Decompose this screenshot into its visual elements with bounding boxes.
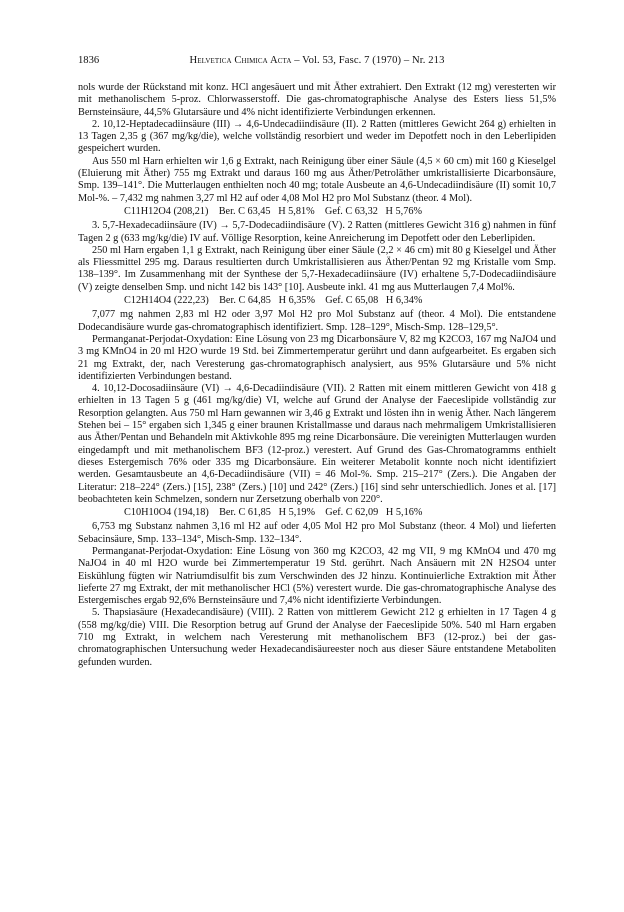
article-body (78, 82, 556, 669)
paragraph: 3. 5,7-Hexadecadiinsäure (IV) → 5,7-Dodecadiindisäure (V). 2 Ratten (mittleres Gewicht 316 g) nahmen in fünf Tagen 2 g (633 mg/kg/die) IV auf. Völlige Resorption, keine Anreicherung im Depotfett oder den Leberlipiden. (78, 220, 556, 244)
journal-issue: – Vol. 53, Fasc. 7 (1970) – Nr. 213 (291, 55, 445, 66)
journal-name: Helvetica Chimica Acta (189, 55, 292, 66)
paragraph: 2. 10,12-Heptadecadiinsäure (III) → 4,6-Undecadiindisäure (II). 2 Ratten (mittleres Gewicht 264 g) erhielten in 13 Tagen 2,35 g (367 mg/kg/die), welche vollständig resorbiert und weder im Depotfett noch in den Leberlipiden gespeichert wurden. (78, 118, 556, 155)
journal-reference (78, 55, 556, 66)
elemental-analysis-formula: C10H10O4 (194,18) Ber. C 61,85 H 5,19% Gef. C 62,09 H 5,16% (124, 507, 423, 519)
elemental-analysis-formula: C12H14O4 (222,23) Ber. C 64,85 H 6,35% Gef. C 65,08 H 6,34% (124, 295, 423, 307)
page-number: 1836 (78, 55, 100, 66)
paragraph: nols wurde der Rückstand mit konz. HCl angesäuert und mit Äther extrahiert. Den Extrakt (12 mg) veresterten wir mit methanolischem 5-proz. Chlorwasserstoff. Die gas-chromatographische Analyse des Esters liess 51,5% Bernsteinsäure, 44,5% Glutarsäure und 4% nicht identifizierte Verbindungen erkennen. (78, 82, 556, 118)
paragraph: Permanganat-Perjodat-Oxydation: Eine Lösung von 23 mg Dicarbonsäure V, 82 mg K2CO3, 167 mg NaJO4 und 3 mg KMnO4 in 20 ml H2O wurde 19 Std. bei Zimmertemperatur gerührt und dann aufgearbeitet. Es ergaben sich 21 mg Extrakt, der, nach Veresterung gas-chromatographisch analysiert, aus 95% Glutarsäure und 5% nicht identifizierten Verbindungen bestand. (78, 333, 556, 382)
paragraph: 7,077 mg nahmen 2,83 ml H2 oder 3,97 Mol H2 pro Mol Substanz auf (theor. 4 Mol). Die entstandene Dodecandisäure wurde gas-chromatographisch identifiziert. Smp. 128–129°, Misch-Smp. 128–129,5°. (78, 309, 556, 333)
elemental-analysis-formula: C11H12O4 (208,21) Ber. C 63,45 H 5,81% Gef. C 63,32 H 5,76% (124, 205, 422, 217)
paragraph: 250 ml Harn ergaben 1,1 g Extrakt, nach Reinigung über einer Säule (2,2 × 46 cm) mit 80 g Kieselgel und Äther als Fliessmittel 295 mg. Daraus resultierten durch Umkristallisieren aus Äther/Pentan 92 mg Kristalle vom Smp. 138–139°. Im Zusammenhang mit der Synthese der 5,7-Hexadecadiinsäure (IV) erhaltene 5,7-Dodecadiindisäure (V) zeigte denselben Smp. und nicht 142 bis 143° [10]. Ausbeute inkl. 41 mg aus Mutterlaugen 7,4 Mol%. (78, 244, 556, 293)
paragraph: Permanganat-Perjodat-Oxydation: Eine Lösung von 360 mg K2CO3, 42 mg VII, 9 mg KMnO4 und 470 mg NaJO4 in 40 ml H2O wurde bei Zimmertemperatur 19 Std. gerührt. Nach Ansäuern mit 2N H2SO4 unter Eiskühlung fügten wir Natriumdisulfit bis zum Verschwinden des J2 hinzu. Kontinuierliche Extraktion mit Äther lieferte 27 mg Extrakt, der mit methanolischer HCl (5%) verestert wurde. Die gas-chromatographische Analyse des Estergemisches ergab 92,6% Bernsteinsäure und 7,4% nicht identifizierte Verbindungen. (78, 545, 556, 607)
journal-page (78, 55, 556, 669)
paragraph: 6,753 mg Substanz nahmen 3,16 ml H2 auf oder 4,05 Mol H2 pro Mol Substanz (theor. 4 Mol) und lieferten Sebacinsäure, Smp. 133–134°, Misch-Smp. 132–134°. (78, 521, 556, 545)
running-header (78, 55, 556, 69)
paragraph: Aus 550 ml Harn erhielten wir 1,6 g Extrakt, nach Reinigung über einer Säule (4,5 × 60 cm) mit 160 g Kieselgel (Eluierung mit Äther) 755 mg Extrakt und daraus 160 mg aus Äther/Petroläther umkristallisierte Dicarbonsäure, Smp. 139–141°. Die Mutterlaugen enthielten noch 40 mg; totale Ausbeute an 4,6-Undecadiindisäure (II) somit 10,7 Mol-%. – 7,432 mg nahmen 3,27 ml H2 auf oder 4,08 Mol H2 pro Mol Substanz (theor. 4 Mol). (78, 155, 556, 204)
paragraph: 5. Thapsiasäure (Hexadecandisäure) (VIII). 2 Ratten von mittlerem Gewicht 212 g erhielten in 17 Tagen 4 g (558 mg/kg/die) VIII. Die Resorption betrug auf Grund der Analyse der Faeceslipide 50%. 540 ml Harn ergaben 710 mg Extrakt, in welchem nach Veresterung mit methanolischem BF3 (12-proz.) bei der gas-chromatographischen Untersuchung weder Hexadecandisäureester noch aus dieser Säure entstandene Metaboliten gefunden wurden. (78, 607, 556, 668)
paragraph: 4. 10,12-Docosadiinsäure (VI) → 4,6-Decadiindisäure (VII). 2 Ratten mit einem mittleren Gewicht von 418 g erhielten in 13 Tagen 5 g (461 mg/kg/die) VI, welche auf Grund der Analyse der Faeceslipide vollständig zur Resorption gelangten. Aus 750 ml Harn gewannen wir 3,46 g Extrakt und lösten ihn in wenig Äther. Nach längerem Stehen bei – 15° ergaben sich 1,345 g einer braunen Kristallmasse und daraus nach mehrmaligem Umkristallisieren aus Äther/Pentan und Behandeln mit Aktivkohle 895 mg reine Dicarbonsäure. Die vereinigten Mutterlaugen wurden eingedampft und mit methanolischem BF3 (12-proz.) verestert. Auf Grund des Gas-Chromatogramms enthielt dieses Estergemisch 76% oder 335 mg Dicarbonsäure. Ein weiterer Metabolit konnte noch nicht identifiziert werden. Gesamtausbeute an 4,6-Decadiindisäure (VII) = 46 Mol-%. Smp. 215–217° (Zers.). Die Angaben der Literatur: 218–224° (Zers.) [15], 238° (Zers.) [10] und 242° (Zers.) [16] sind sehr unterschiedlich. Jones et al. [17] beobachteten kein Schmelzen, sondern nur Zersetzung oberhalb von 220°. (78, 383, 556, 505)
